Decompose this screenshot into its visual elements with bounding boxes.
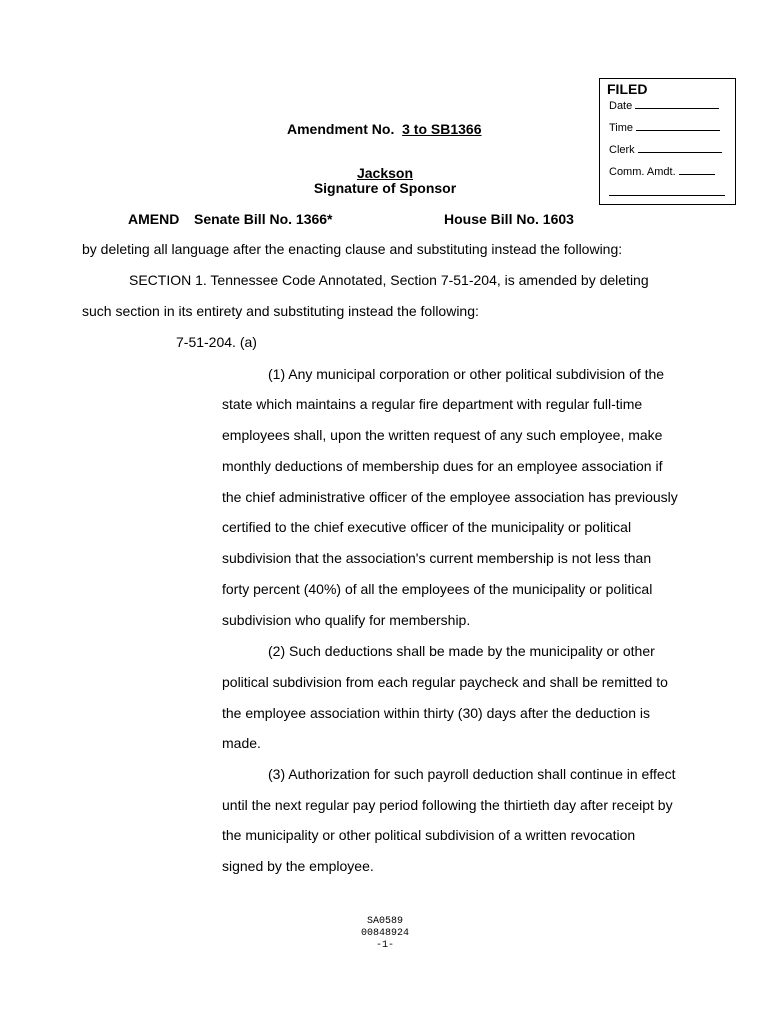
amendment-number: 3 to SB1366	[402, 121, 482, 137]
para1-line: subdivision who qualify for membership.	[222, 612, 471, 628]
para2-line: (2) Such deductions shall be made by the municipality or other	[268, 643, 655, 659]
house-bill: House Bill No. 1603	[444, 211, 574, 227]
para3-line: the municipality or other political subdivision of a written revocation	[222, 827, 636, 843]
sponsor-name	[0, 165, 770, 181]
para1-line: employees shall, upon the written request of any such employee, make	[222, 427, 663, 443]
filed-time-label: Time	[609, 122, 634, 134]
sponsor-label: Signature of Sponsor	[313, 180, 457, 196]
amend-label: AMEND	[128, 211, 180, 227]
para1-line: the chief administrative officer of the employee association has previously	[222, 489, 678, 505]
para1-line: certified to the chief executive officer of the municipality or political	[222, 519, 632, 535]
section1-line1: SECTION 1. Tennessee Code Annotated, Section 7-51-204, is amended by deleting	[129, 272, 649, 288]
filed-comm-label: Comm. Amdt.	[609, 166, 676, 178]
sponsor-name-text: Jackson	[356, 165, 414, 181]
para3-line: signed by the employee.	[222, 858, 374, 874]
para1-line: monthly deductions of membership dues for an employee association if	[222, 458, 663, 474]
para2-line: the employee association within thirty (30) days after the deduction is	[222, 705, 651, 721]
filed-clerk-line	[638, 142, 722, 153]
para3-line: until the next regular pay period following the thirtieth day after receipt by	[222, 797, 673, 813]
filed-title: FILED	[607, 81, 648, 97]
senate-bill: Senate Bill No. 1366*	[194, 211, 333, 227]
para1-line: (1) Any municipal corporation or other political subdivision of the	[268, 366, 665, 382]
para2-line: made.	[222, 735, 261, 751]
filed-clerk-row	[609, 142, 722, 156]
intro-text: by deleting all language after the enacting clause and substituting instead the following:	[82, 241, 623, 257]
filed-time-row	[609, 120, 720, 134]
filed-date-label: Date	[609, 100, 633, 112]
amendment-prefix: Amendment No.	[287, 121, 395, 137]
para1-line: subdivision that the association's current membership is not less than	[222, 550, 652, 566]
para1-line: state which maintains a regular fire department with regular full-time	[222, 396, 643, 412]
filed-clerk-label: Clerk	[609, 144, 635, 156]
footer-code2: 00848924	[360, 928, 409, 939]
footer-code1: SA0589	[366, 916, 403, 927]
para1-line: forty percent (40%) of all the employees of the municipality or political	[222, 581, 653, 597]
filed-date-line	[635, 98, 719, 109]
para3-line: (3) Authorization for such payroll deduction shall continue in effect	[268, 766, 676, 782]
subsection-heading: 7-51-204. (a)	[176, 334, 257, 350]
amendment-title	[287, 121, 482, 137]
filed-date-row	[609, 98, 719, 112]
footer-page-number: -1-	[375, 940, 394, 951]
para2-line: political subdivision from each regular paycheck and shall be remitted to	[222, 674, 668, 690]
section1-line2: such section in its entirety and substituting instead the following:	[82, 303, 479, 319]
filed-time-line	[636, 120, 720, 131]
